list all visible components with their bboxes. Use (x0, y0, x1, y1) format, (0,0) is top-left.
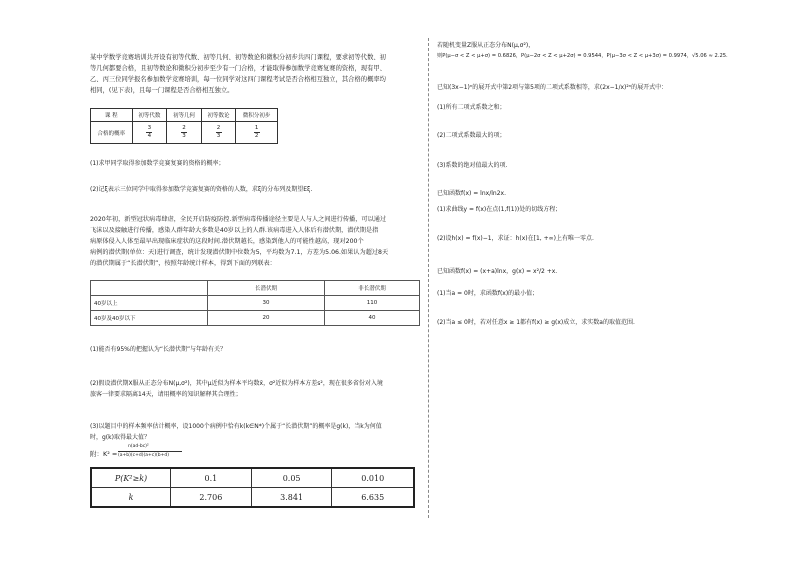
problem3-q2: (2)二项式系数最大的项； (437, 132, 506, 139)
question-1-1: (1)求甲同学取得参加数学竞赛复赛的资格的概率； (90, 160, 225, 167)
problem5-q1: (1)当a = 0时，求函数f(x)的最小值； (437, 290, 539, 297)
table-cell: 3.841 (251, 488, 332, 508)
probability-table (90, 108, 278, 144)
intro-line-2: 等几何都要合格，且初等数论和微积分初步至少有一门合格，才能取得参加数学竞赛复赛的资格，现有甲、 (90, 65, 386, 72)
row-label: 合格的概率 (91, 122, 133, 144)
problem3-intro: 已知(3x−1)ⁿ的展开式中第2项与第5项的二项式系数相等，求(2x−1/x)²ⁿ的展开式中： (437, 84, 668, 91)
table-header: 非长潜伏期 (325, 281, 420, 296)
critical-value-table (90, 467, 415, 508)
intro-line-1: 某中学数学竞赛培训共开设有初等代数、初等几何、初等数论和微积分初步共四门课程，要求初等代数、初 (90, 54, 386, 61)
table-header: 初等几何 (167, 109, 202, 122)
table-cell: 20 (208, 311, 325, 326)
problem3-q3: (3)系数的绝对值最大的项. (437, 162, 508, 169)
column-divider (428, 38, 429, 518)
formula-label: 附：K² = (90, 450, 118, 458)
fraction-cell: 2 3 (201, 122, 236, 144)
question-1-2: (2)记ξ表示三位同学中取得参加数学竞赛复赛的资格的人数，求ξ的分布列及期望Eξ. (90, 186, 313, 193)
para2-line-4: 病例的潜伏期(单位：天)进行调查，统计发现潜伏期中位数为5，平均数为7.1，方差为5.06.如果认为超过8天 (90, 249, 389, 256)
question-2-2-line-1: (2)假设潜伏期X服从正态分布N(μ,σ²)，其中μ近似为样本平均数x̄，σ²近似为样本方差s²，现在很多省份对入境 (90, 380, 383, 387)
fraction-cell: 1 2 (236, 122, 278, 144)
table-cell: 0.010 (332, 468, 414, 488)
para2-line-1: 2020年初，新型冠状病毒肆虐，全民开启防疫防控.新型病毒传播途径主要是人与人之间进行传播，可以通过 (90, 216, 387, 223)
table-header: 初等数论 (201, 109, 236, 122)
formula-numerator: n(ad-bc)² (128, 444, 149, 449)
table-header: k (91, 488, 171, 508)
normal-note-2: 则P(μ−σ < Z < μ+σ) = 0.6826，P(μ−2σ < Z < μ+2σ) = 0.9544，P(μ−3σ < Z < μ+3σ) = 0.9974，√5.06 ≈ 2.25. (437, 53, 728, 59)
table-cell: 30 (208, 296, 325, 311)
para2-line-3: 病原体侵入人体至最早出现临床症状的这段时间.潜伏期越长，感染到他人的可能性越高，现对200个 (90, 238, 364, 245)
table-cell: 0.1 (171, 468, 252, 488)
intro-line-3: 乙、丙三位同学报名参加数学竞赛培训，每一位同学对这四门课程考试是否合格相互独立，其合格的概率均 (90, 76, 386, 83)
table-header: 长潜伏期 (208, 281, 325, 296)
table-header: P(K²≥k) (91, 468, 171, 488)
table-cell: 6.635 (332, 488, 414, 508)
table-cell: 2.706 (171, 488, 252, 508)
table-header (91, 281, 208, 296)
problem4-intro: 已知函数f(x) = lnx/ln2x. (437, 190, 506, 197)
fraction-cell: 3 4 (132, 122, 167, 144)
problem5-q2: (2)当a ≤ 0时，若对任意x ≥ 1都有f(x) ≥ g(x)成立，求实数a的取值范围. (437, 319, 635, 326)
problem4-q1: (1)求曲线y = f(x)在点(1,f(1))处的切线方程； (437, 206, 562, 213)
formula-denominator: (a+b)(c+d)(a+c)(b+d) (118, 453, 170, 458)
table-header: 初等代数 (132, 109, 167, 122)
normal-note-1: 若随机变量Z服从正态分布N(μ,σ²)， (437, 42, 535, 49)
question-2-3-line-2: 时，g(k)取得最大值？ (90, 434, 150, 441)
table-cell: 40岁及40岁以下 (91, 311, 208, 326)
table-cell: 0.05 (251, 468, 332, 488)
table-cell: 110 (325, 296, 420, 311)
contingency-table (90, 280, 420, 326)
question-2-1: (1)能否有95%的把握认为“长潜伏期”与年龄有关？ (90, 346, 227, 353)
fraction-cell: 2 3 (167, 122, 202, 144)
question-2-2-line-2: 旅客一律要求隔离14天，请用概率的知识解释其合理性； (90, 391, 242, 398)
problem4-q2: (2)设h(x) = f(x)−1，求证：h(x)在[1, +∞)上有唯一零点. (437, 235, 594, 242)
problem3-q1: (1)所有二项式系数之和； (437, 104, 506, 111)
problem5-intro: 已知函数f(x) = (x+a)lnx，g(x) = x²/2 +x. (437, 268, 558, 275)
para2-line-5: 的潜伏期属于“长潜伏期”，按照年龄统计样本，得到下面的列联表： (90, 260, 276, 267)
intro-line-4: 相同，(见下表)，且每一门课程是否合格相互独立。 (90, 87, 234, 94)
table-header: 微积分初步 (236, 109, 278, 122)
table-cell: 40 (325, 311, 420, 326)
para2-line-2: 飞沫以及接触进行传播，感染人群年龄大多数是40岁以上的人群.该病毒进入人体后有潜伏期，潜伏期是指 (90, 227, 379, 234)
table-cell: 40岁以上 (91, 296, 208, 311)
question-2-3-line-1: (3)以题目中的样本频率估计概率，设1000个病例中恰有k(k∈N*)个属于“长潜伏期”的概率是g(k)，当k为何值 (90, 423, 382, 430)
table-header: 课 程 (91, 109, 133, 122)
